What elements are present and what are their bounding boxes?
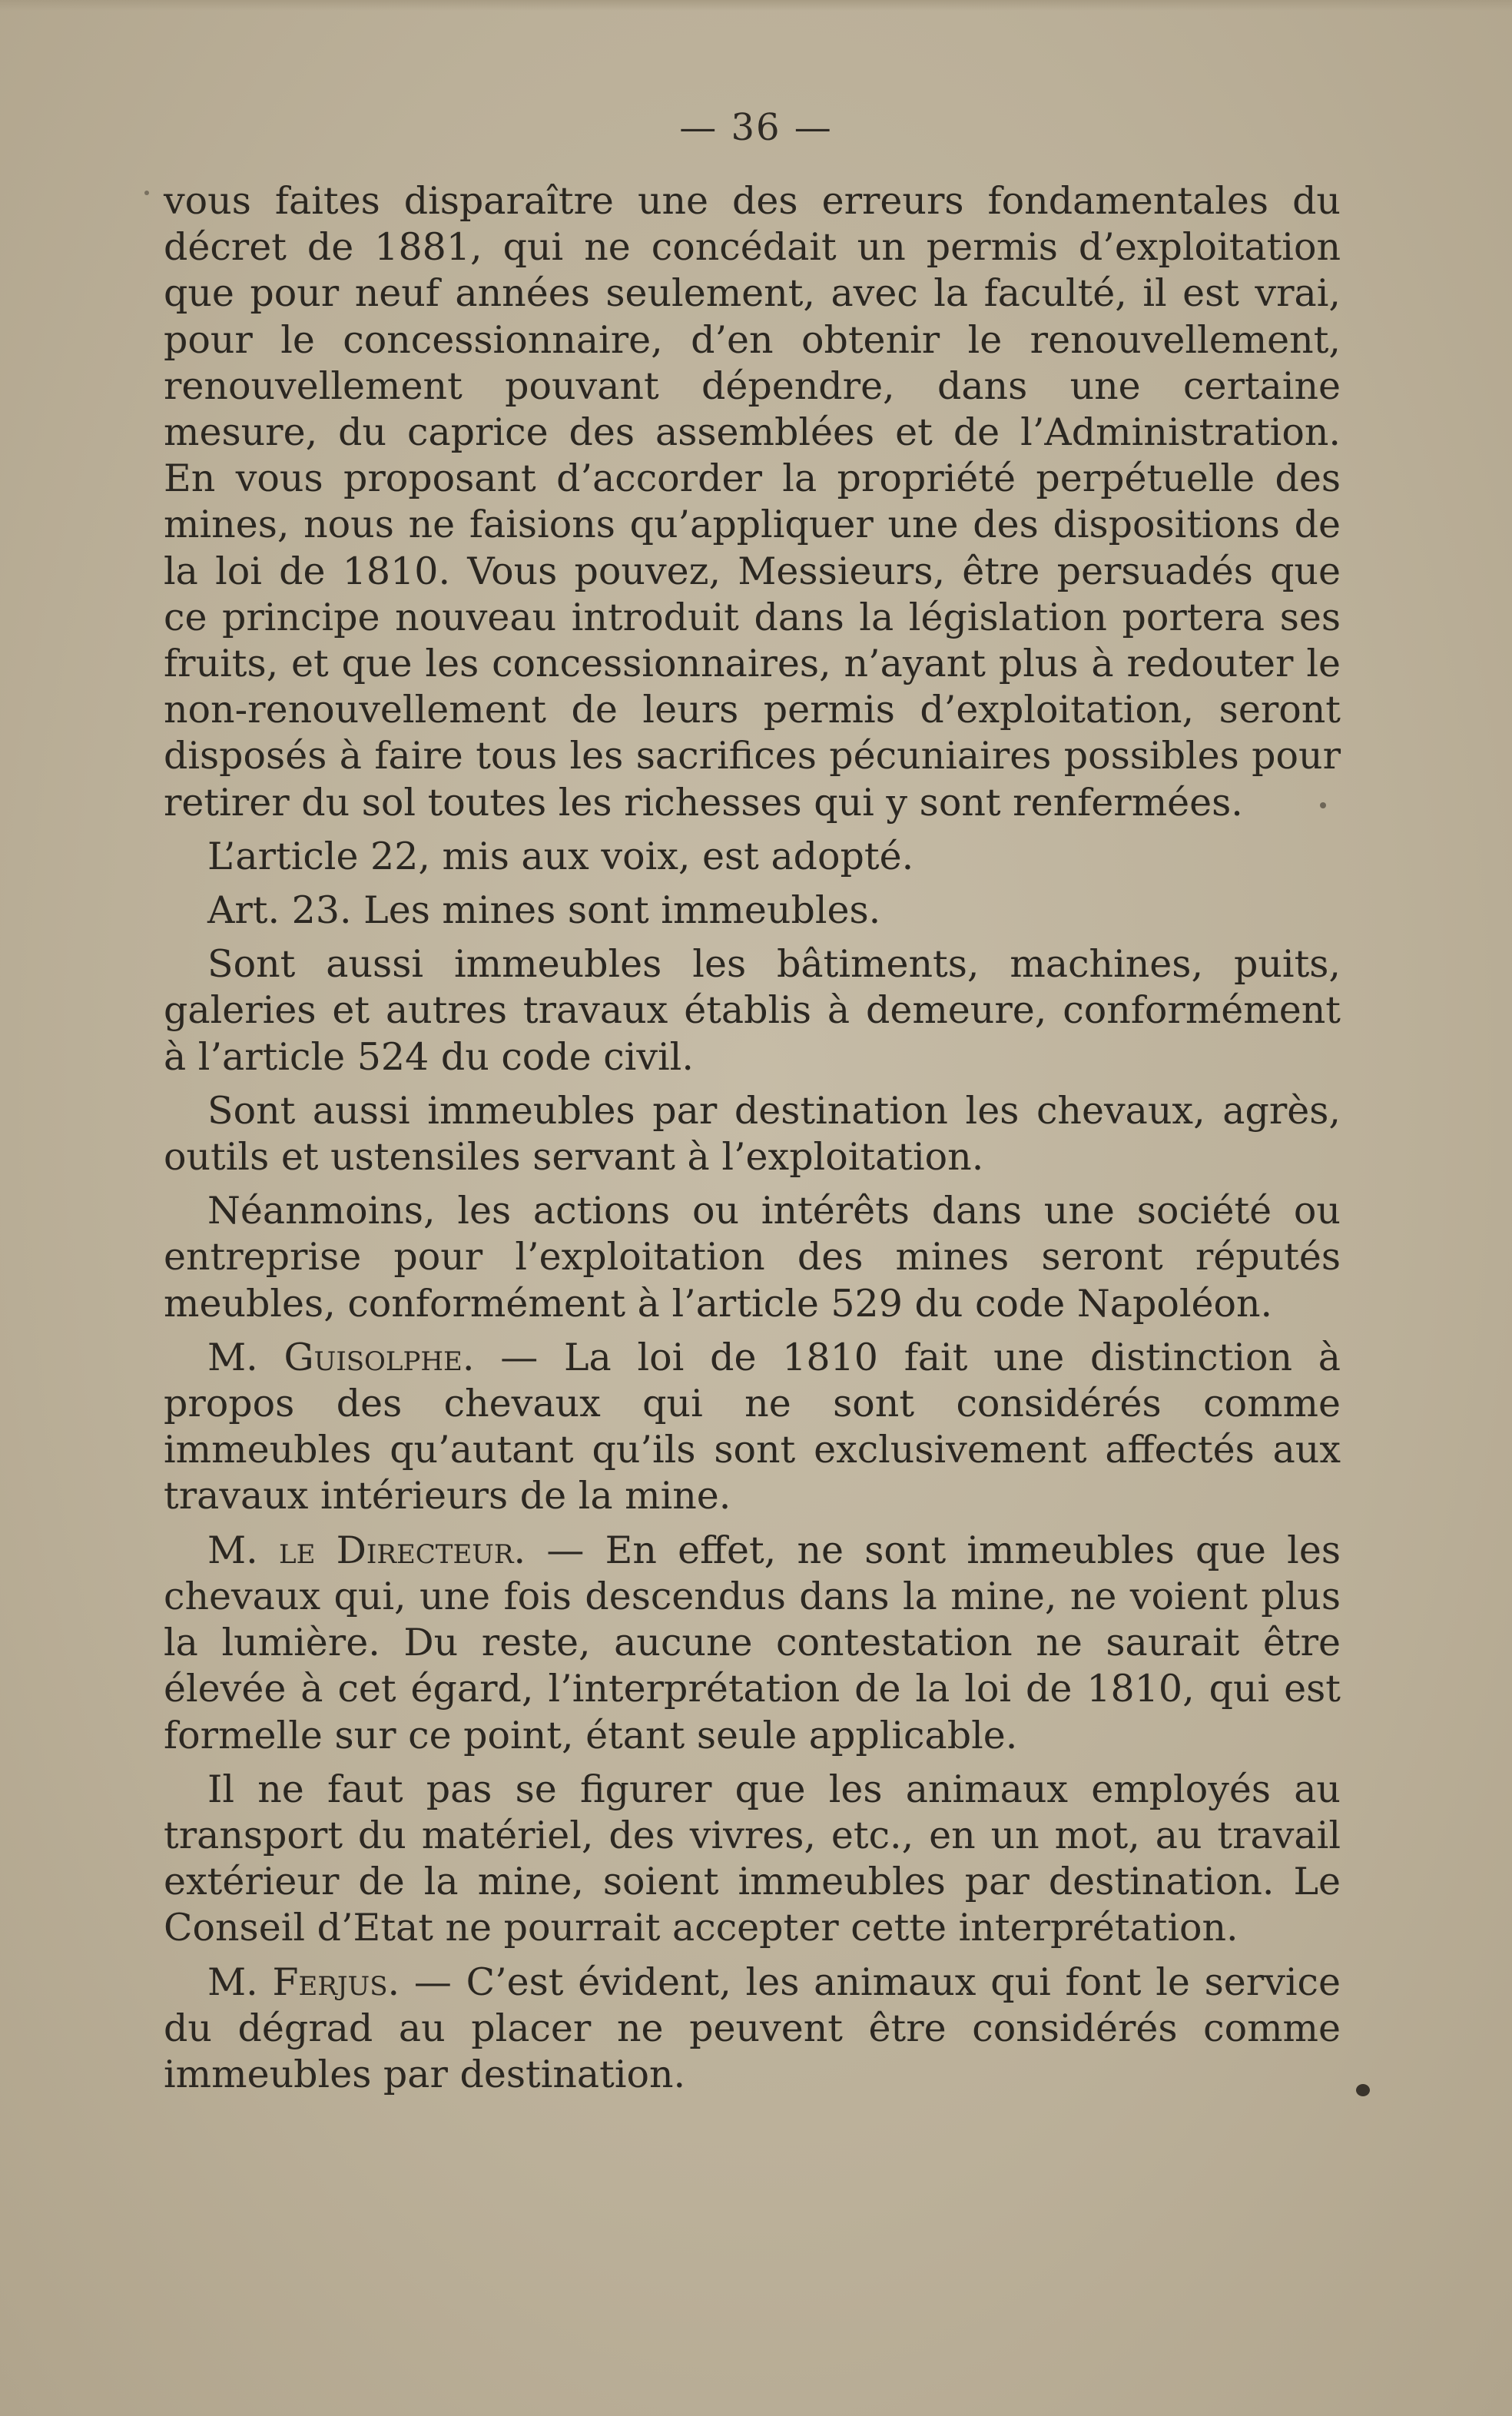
page-number: — 36 — [679,106,833,149]
paragraph-guisolphe [164,1335,1341,1520]
speaker-name: M. Guisolphe. [207,1335,475,1379]
ink-speck [144,191,149,195]
paragraph-ferjus [164,1960,1341,2099]
speech-text: — La loi de 1810 fait une distinction à propos des chevaux qui ne sont considérés comme immeubles qu’autant qu’ils sont exclusivement affectés aux travaux intérieurs de la mine. [164,1335,1341,1518]
paragraph-immeubles-batiments: Sont aussi immeubles les bâtiments, machines, puits, galeries et autres travaux établis à demeure, conformément à l’article 524 du code civil. [164,942,1341,1079]
paragraph-neanmoins: Néanmoins, les actions ou intérêts dans une société ou entreprise pour l’exploitation des mines seront réputés meubles, conformément à l’article 529 du code Napoléon. [164,1189,1341,1326]
speech-text: — En effet, ne sont immeubles que les chevaux qui, une fois descendus dans la mine, ne voient plus la lumière. Du reste, aucune contestation ne saurait être élevée à cet égard, l’interprétation de la loi de 1810, qui est formelle sur ce point, étant seule applicable. [164,1528,1341,1757]
body-text [164,178,1341,2106]
speaker-name: M. Ferjus. [207,1960,400,2004]
paragraph-continued: vous faites disparaître une des erreurs fondamentales du décret de 1881, qui ne concédait un permis d’exploitation que pour neuf années seulement, avec la faculté, il est vrai, pour le concessionnaire, d’en obtenir le renouvellement, renouvellement pouvant dépendre, dans une certaine mesure, du caprice des assemblées et de l’Administration. En vous proposant d’accorder la propriété perpétuelle des mines, nous ne faisions qu’appliquer une des dispositions de la loi de 1810. Vous pouvez, Messieurs, être persuadés que ce principe nouveau introduit dans la législation portera ses fruits, et que les concessionnaires, n’ayant plus à redouter le non-renouvellement de leurs permis d’exploitation, seront disposés à faire tous les sacrifices pécuniaires possibles pour retirer du sol toutes les richesses qui y sont renfermées. [164,179,1341,825]
paragraph-vote: L’article 22, mis aux voix, est adopté. [207,834,914,878]
page-top-edge [0,0,1512,11]
paragraph-animaux: Il ne faut pas se figurer que les animaux employés au transport du matériel, des vivres, etc., en un mot, au travail extérieur de la mine, soient immeubles par destination. Le Conseil d’Etat ne pourrait accepter cette interprétation. [164,1767,1341,1950]
paragraph-directeur [164,1528,1341,1759]
speaker-name: M. le Directeur. [207,1528,526,1572]
speech-text: — C’est évident, les animaux qui font le service du dégrad au placer ne peuvent être considérés comme immeubles par destination. [164,1960,1341,2096]
paragraph-article-23: Art. 23. Les mines sont immeubles. [207,888,881,933]
paragraph-immeubles-destination: Sont aussi immeubles par destination les chevaux, agrès, outils et ustensiles servant à l’exploitation. [164,1088,1341,1180]
ink-speck [1320,802,1326,808]
ink-speck [1356,2084,1370,2096]
